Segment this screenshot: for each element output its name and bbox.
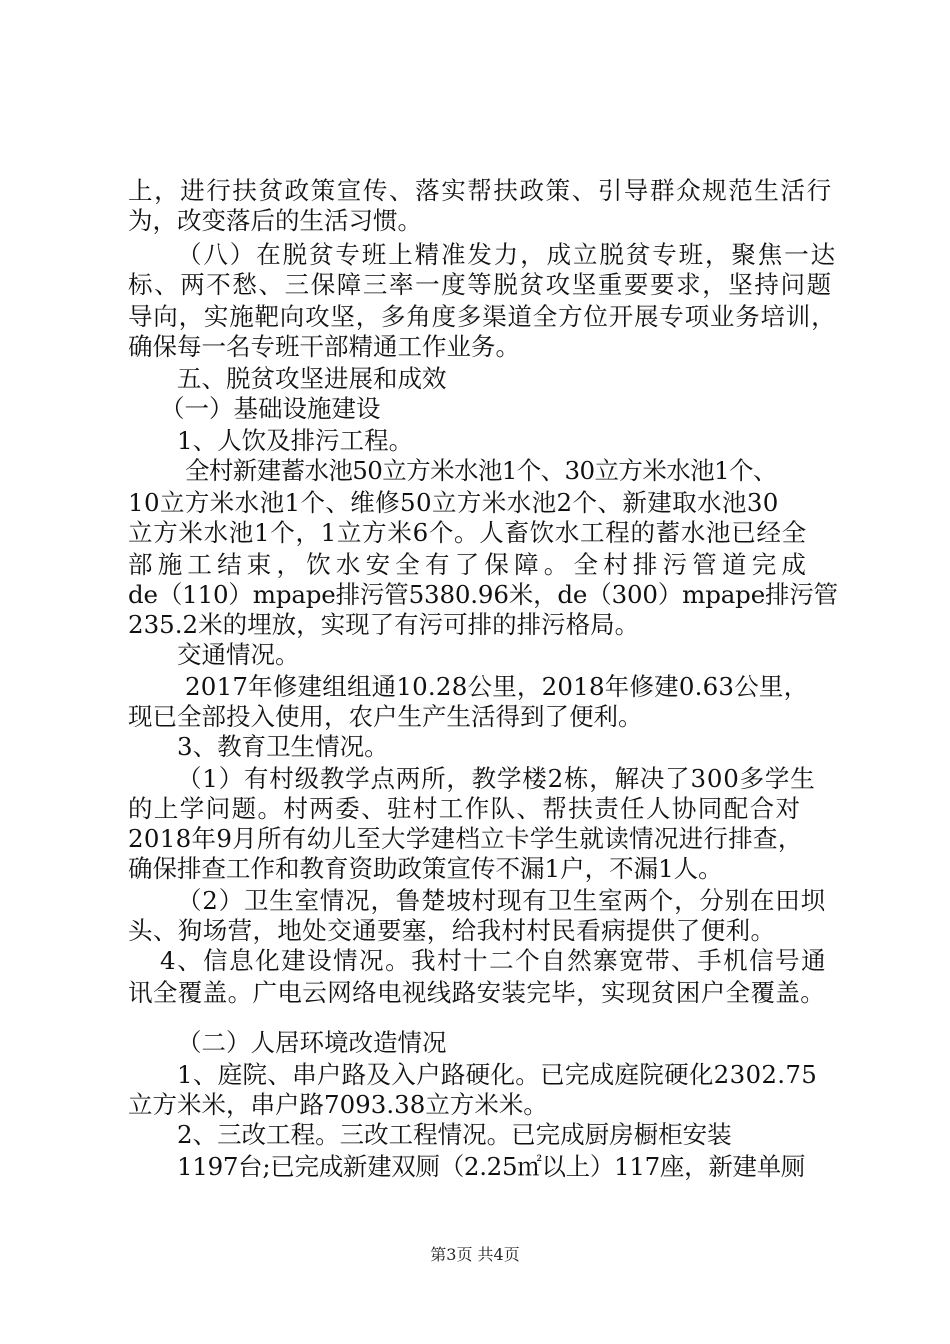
text-line: de（110）mpape排污管5380.96米，de（300）mpape排污管 xyxy=(128,580,839,609)
text-line: （八）在脱贫专班上精准发力，成立脱贫专班，聚焦一达 xyxy=(177,240,837,269)
item-heading: 交通情况。 xyxy=(177,640,300,669)
text-line: 1、庭院、串户路及入户路硬化。已完成庭院硬化2302.75 xyxy=(177,1060,818,1089)
item-heading: 1、人饮及排污工程。 xyxy=(177,426,414,455)
text-line: （1）有村级教学点两所，教学楼2栋，解决了300多学生 xyxy=(177,764,816,793)
text-line: 确保每一名专班干部精通工作业务。 xyxy=(128,332,520,361)
text-line: （2）卫生室情况，鲁楚坡村现有卫生室两个，分别在田坝 xyxy=(177,886,826,915)
text-line: 1197台;已完成新建双厕（2.25㎡以上）117座，新建单厕 xyxy=(177,1152,806,1181)
text-line: 全村新建蓄水池50立方米水池1个、30立方米水池1个、 xyxy=(185,456,777,485)
text-line: 头、狗场营，地处交通要塞，给我村村民看病提供了便利。 xyxy=(128,916,776,945)
text-line: 为，改变落后的生活习惯。 xyxy=(128,206,422,235)
item-heading: 3、教育卫生情况。 xyxy=(177,732,389,761)
text-line: 立方米水池1个，1立方米6个。人畜饮水工程的蓄水池已经全 xyxy=(128,518,807,547)
subsection-heading: （二）人居环境改造情况 xyxy=(177,1028,447,1057)
text-line: 立方米米，串户路7093.38立方米米。 xyxy=(128,1090,548,1119)
text-line: 部施工结束，饮水安全有了保障。全村排污管道完成 xyxy=(128,550,812,579)
subsection-heading: （一）基础设施建设 xyxy=(160,394,381,423)
page-footer: 第3页 共4页 xyxy=(430,1245,520,1264)
text-line: 2017年修建组组通10.28公里，2018年修建0.63公里， xyxy=(185,672,809,701)
text-line: 标、两不愁、三保障三率一度等脱贫攻坚重要要求，坚持问题 xyxy=(128,270,833,299)
text-line: 讯全覆盖。广电云网络电视线路安装完毕，实现贫困户全覆盖。 xyxy=(128,978,826,1007)
text-line: 确保排查工作和教育资助政策宣传不漏1户，不漏1人。 xyxy=(128,854,723,883)
text-line: 现已全部投入使用，农户生产生活得到了便利。 xyxy=(128,702,643,731)
text-line: 上，进行扶贫政策宣传、落实帮扶政策、引导群众规范生活行 xyxy=(128,176,833,205)
text-line: 的上学问题。村两委、驻村工作队、帮扶责任人协同配合对 xyxy=(128,794,802,823)
text-line: 导向，实施靶向攻坚，多角度多渠道全方位开展专项业务培训， xyxy=(128,302,837,331)
text-line: 2018年9月所有幼儿至大学建档立卡学生就读情况进行排查， xyxy=(128,824,803,853)
section-heading: 五、脱贫攻坚进展和成效 xyxy=(177,364,447,393)
text-line: 10立方米水池1个、维修50立方米水池2个、新建取水池30 xyxy=(128,488,779,517)
text-line: 4、信息化建设情况。我村十二个自然寨宽带、手机信号通 xyxy=(160,946,828,975)
text-line: 235.2米的埋放，实现了有污可排的排污格局。 xyxy=(128,610,640,639)
text-line: 2、三改工程。三改工程情况。已完成厨房橱柜安装 xyxy=(177,1120,732,1149)
